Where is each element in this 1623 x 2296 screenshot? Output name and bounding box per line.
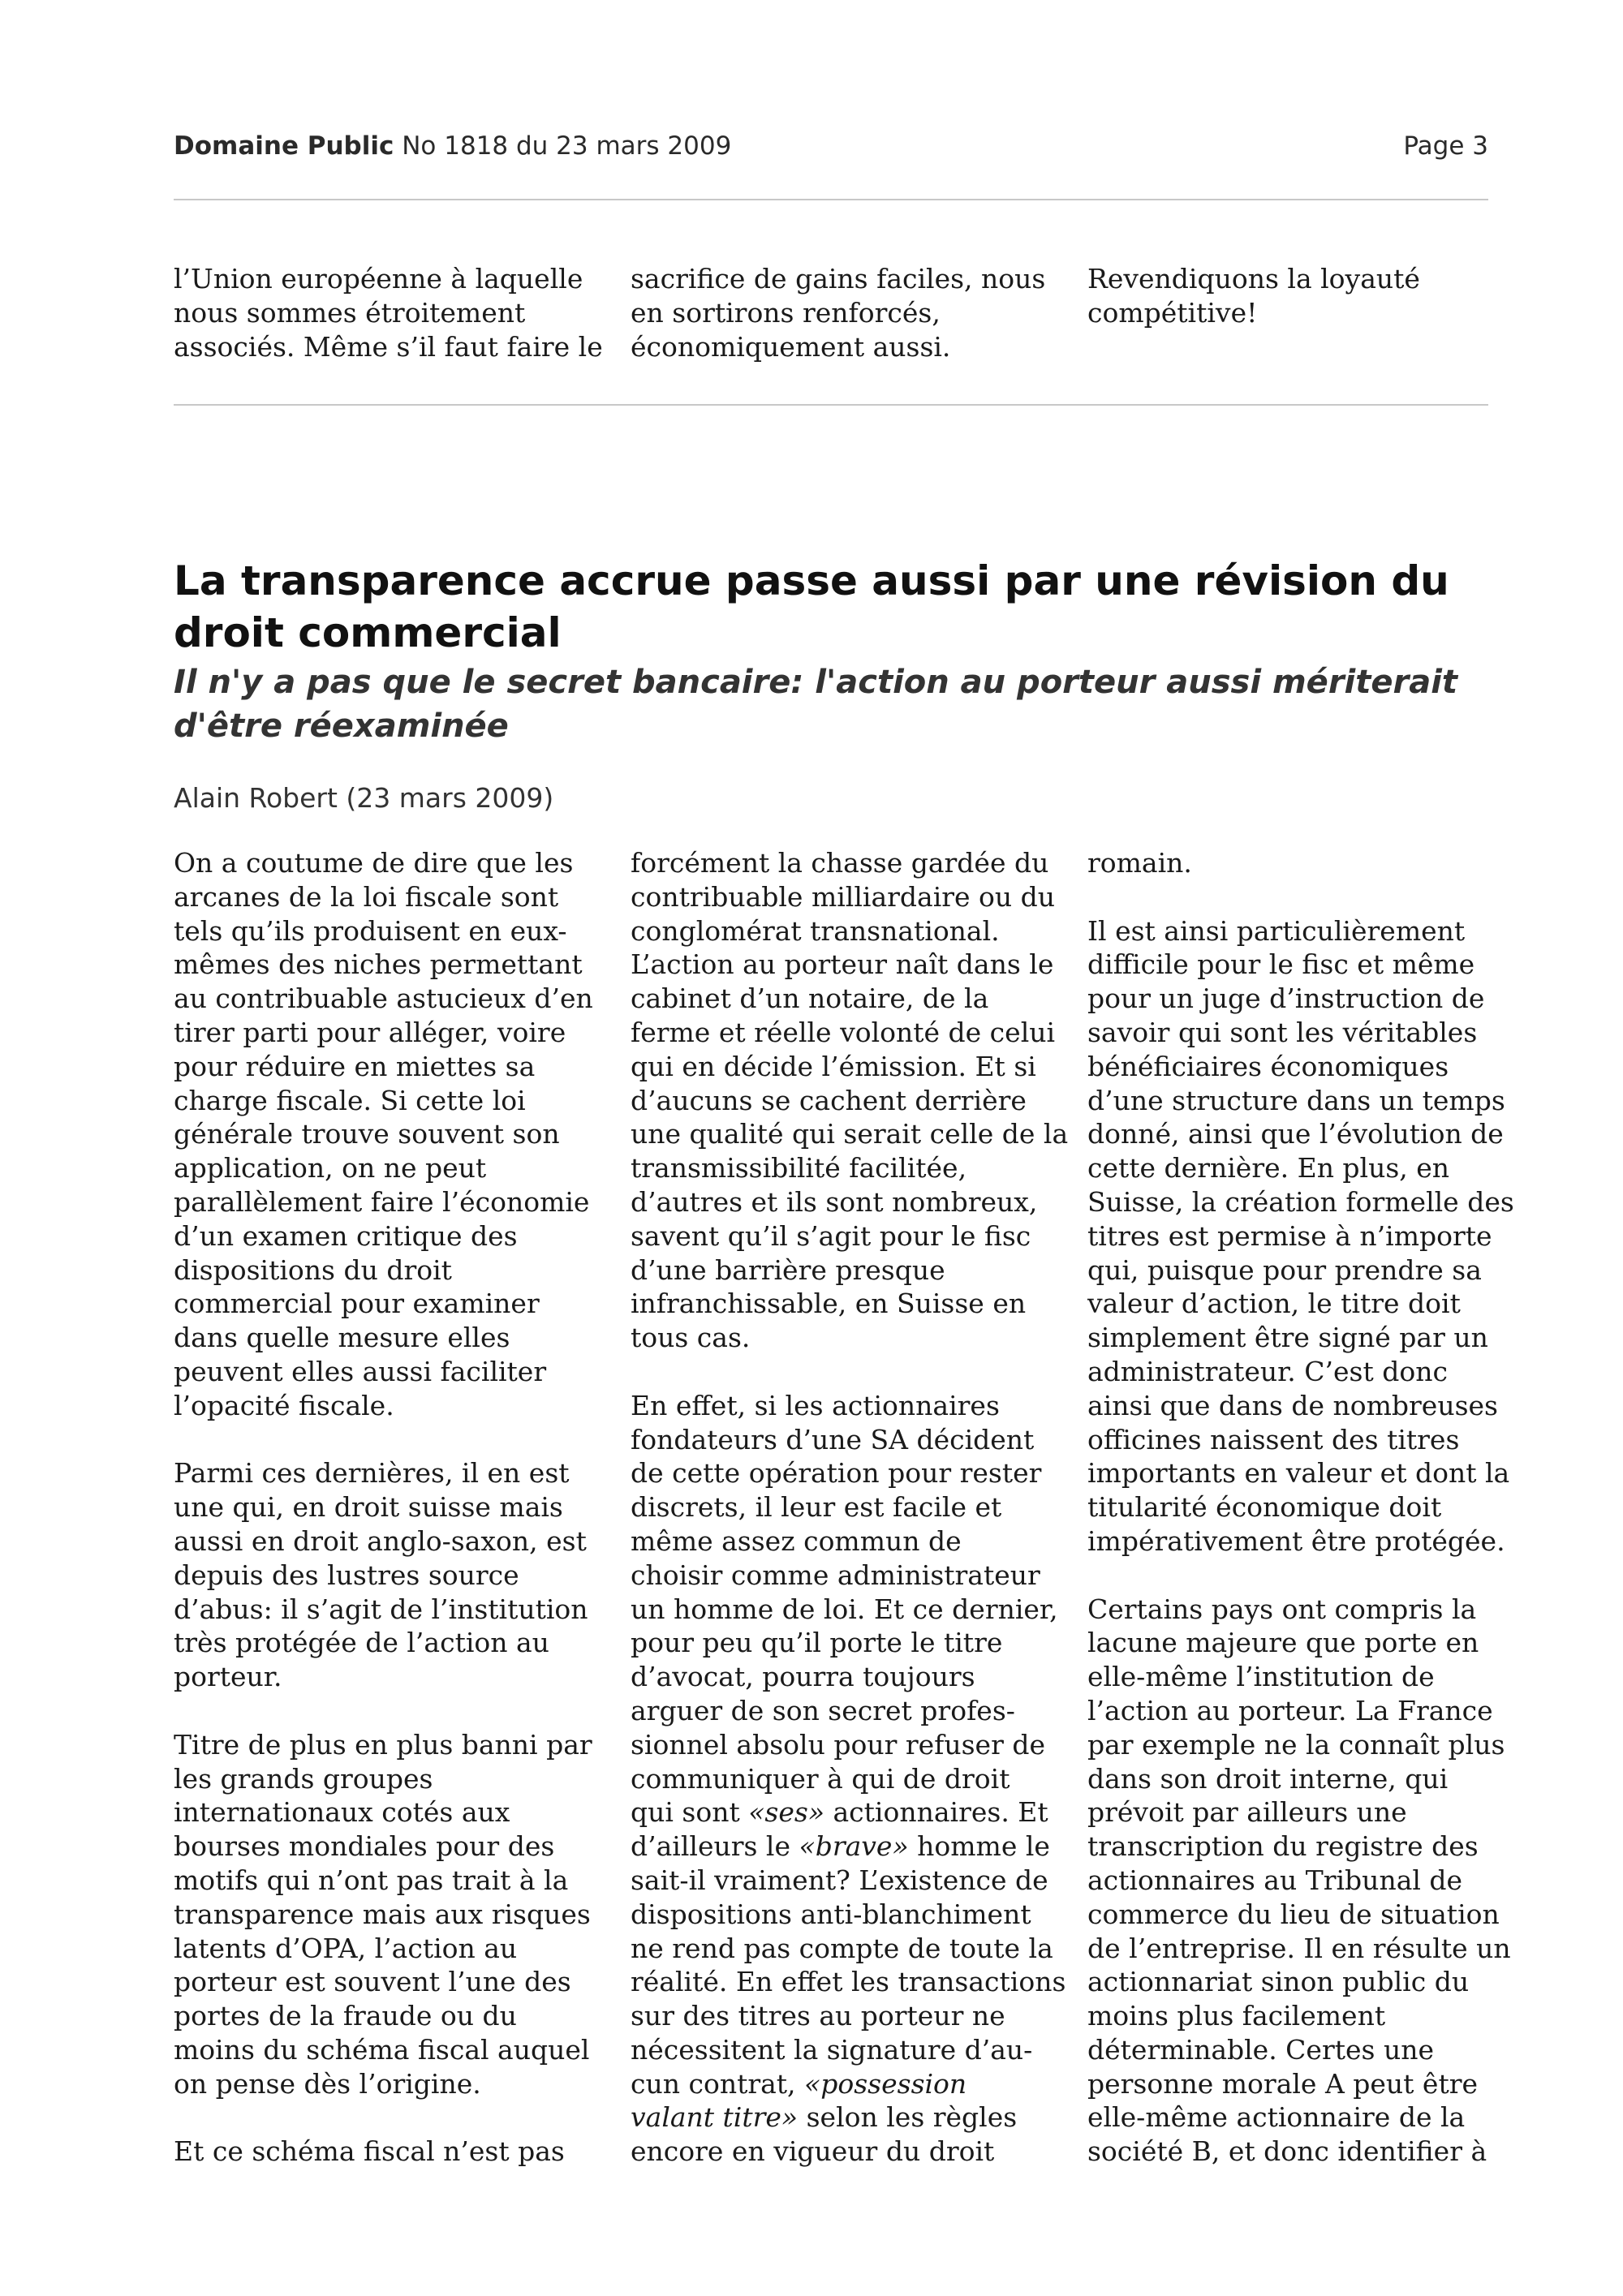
text-line: discrets, il leur est facile et [631, 1491, 1002, 1524]
text-line: sacrifice de gains faciles, nous [631, 263, 1046, 295]
text-line: l’opacité fiscale. [174, 1389, 394, 1421]
text-line: tous cas. [631, 1322, 751, 1354]
text-line: moins du schéma fiscal auquel [174, 2033, 590, 2066]
carryover-column-1 [174, 262, 603, 363]
body-column-2 [631, 846, 1069, 2169]
text-line [631, 2067, 1048, 2101]
text-line: une qualité qui serait celle de la [631, 1118, 1069, 1150]
text-line: d’autres et ils sont nombreux, [631, 1185, 1038, 1218]
paragraph [174, 2135, 592, 2169]
text-line: Revendiquons la loyauté [1087, 263, 1420, 295]
text-line: savent qu’il s’agit pour le fisc [631, 1219, 1031, 1252]
text-line: arcanes de la loi fiscale sont [174, 880, 559, 913]
text-run: homme le [908, 1830, 1050, 1863]
text-line: commercial pour examiner [174, 1288, 540, 1320]
text-line: porteur. [174, 1661, 282, 1693]
article-divider [174, 404, 1488, 406]
text-line: associés. Même s’il faut faire le [174, 330, 603, 363]
text-line [631, 2100, 1048, 2135]
text-line: communiquer à qui de droit [631, 1762, 1010, 1795]
emphasis-text: «ses» [748, 1796, 825, 1829]
text-line: réalité. En effet les transactions [631, 1966, 1066, 1998]
text-line: économiquement aussi. [631, 330, 951, 363]
text-line: elle-même l’institution de [1087, 1661, 1435, 1693]
text-line: en sortirons renforcés, [631, 296, 941, 329]
text-line: qui en décide l’émission. Et si [631, 1050, 1036, 1082]
text-line: sionnel absolu pour refuser de [631, 1728, 1046, 1761]
text-line: encore en vigueur du droit [631, 2135, 995, 2168]
text-line: par exemple ne la connaît plus [1087, 1728, 1505, 1761]
text-line: d’abus: il s’agit de l’institution [174, 1593, 588, 1625]
text-line: un homme de loi. Et ce dernier, [631, 1593, 1058, 1625]
text-line: administrateur. C’est donc [1087, 1355, 1448, 1387]
text-line: difficile pour le fisc et même [1087, 948, 1475, 981]
text-line: une qui, en droit suisse mais [174, 1491, 563, 1524]
running-header [174, 131, 1488, 172]
text-line: même assez commun de [631, 1524, 962, 1557]
text-line: bénéficiaires économiques [1087, 1050, 1449, 1082]
text-line: nécessitent la signature d’au- [631, 2033, 1033, 2066]
text-line: prévoit par ailleurs une [1087, 1796, 1407, 1829]
text-line: aussi en droit anglo-saxon, est [174, 1524, 587, 1557]
emphasis-text: «possession [804, 2067, 967, 2100]
paragraph [174, 1728, 592, 2101]
text-line: d’avocat, pourra toujours [631, 1661, 975, 1693]
paragraph [631, 1389, 1066, 2169]
text-line: depuis des lustres source [174, 1559, 519, 1591]
text-run: d’ailleurs le [631, 1830, 799, 1863]
text-line: d’une structure dans un temps [1087, 1084, 1505, 1116]
text-line: internationaux cotés aux [174, 1796, 510, 1829]
text-line: choisir comme administrateur [631, 1559, 1040, 1591]
text-line: l’action au porteur. La France [1087, 1694, 1493, 1726]
text-line: d’une barrière presque [631, 1253, 945, 1286]
text-line: d’un examen critique des [174, 1219, 518, 1252]
text-line: titres est permise à n’importe [1087, 1219, 1492, 1252]
text-line: très protégée de l’action au [174, 1627, 549, 1659]
text-line: portes de la fraude ou du [174, 2000, 517, 2032]
paragraph [174, 1456, 592, 1694]
text-line: lacune majeure que porte en [1087, 1627, 1479, 1659]
issue-info: No 1818 du 23 mars 2009 [402, 131, 732, 161]
text-line: au contribuable astucieux d’en [174, 982, 593, 1015]
text-line: qui, puisque pour prendre sa [1087, 1253, 1482, 1286]
text-line: ferme et réelle volonté de celui [631, 1016, 1056, 1048]
text-line: L’action au porteur naît dans le [631, 948, 1054, 981]
text-line: de cette opération pour rester [631, 1457, 1042, 1490]
text-line: peuvent elles aussi faciliter [174, 1355, 547, 1387]
text-line: elle-même actionnaire de la [1087, 2101, 1466, 2134]
text-line: pour peu qu’il porte le titre [631, 1627, 1003, 1659]
text-line: porteur est souvent l’une des [174, 1966, 571, 1998]
emphasis-text: «brave» [799, 1830, 909, 1863]
article-subtitle: Il n'y a pas que le secret bancaire: l'action au porteur aussi mériterait d'être réexaminée [174, 664, 1458, 745]
text-line: infranchissable, en Suisse en [631, 1288, 1027, 1320]
text-line: on pense dès l’origine. [174, 2067, 481, 2100]
carryover-column-3 [1087, 262, 1505, 330]
text-line: dispositions anti-blanchiment [631, 1898, 1031, 1930]
text-run: cun contrat, [631, 2067, 805, 2100]
text-line: pour réduire en miettes sa [174, 1050, 536, 1082]
text-line: l’Union européenne à laquelle [174, 263, 583, 295]
text-line: conglomérat transnational. [631, 914, 1000, 947]
text-line: sur des titres au porteur ne [631, 2000, 1005, 2032]
paragraph [174, 846, 592, 1423]
text-line: tels qu’ils produisent en eux- [174, 914, 567, 947]
text-line: mêmes des niches permettant [174, 948, 583, 981]
text-line: Certains pays ont compris la [1087, 1593, 1477, 1625]
text-line: impérativement être protégée. [1087, 1524, 1505, 1557]
text-line: Suisse, la création formelle des [1087, 1185, 1514, 1218]
paragraph [1087, 1593, 1511, 2169]
text-line: arguer de son secret profes- [631, 1694, 1015, 1726]
text-line: importants en valeur et dont la [1087, 1457, 1510, 1490]
paragraph [1087, 846, 1505, 880]
text-line: fondateurs d’une SA décident [631, 1423, 1035, 1455]
text-line: dispositions du droit [174, 1253, 452, 1286]
text-line: bourses mondiales pour des [174, 1830, 555, 1863]
text-line: On a coutume de dire que les [174, 847, 574, 879]
text-run: selon les règles [798, 2101, 1018, 2134]
text-line: commerce du lieu de situation [1087, 1898, 1500, 1930]
text-line: parallèlement faire l’économie [174, 1185, 590, 1218]
text-line: pour un juge d’instruction de [1087, 982, 1485, 1015]
paragraph [631, 846, 1069, 1355]
text-line: contribuable milliardaire ou du [631, 880, 1056, 913]
text-line: compétitive! [1087, 296, 1258, 329]
text-line [631, 1795, 1048, 1829]
text-line: Titre de plus en plus banni par [174, 1728, 592, 1761]
emphasis-text: valant titre» [631, 2101, 799, 2134]
text-line: savoir qui sont les véritables [1087, 1016, 1478, 1048]
text-line: charge fiscale. Si cette loi [174, 1084, 526, 1116]
paragraph [1087, 914, 1514, 1559]
text-line: sait-il vraiment? L’existence de [631, 1864, 1048, 1896]
text-line: dans quelle mesure elles [174, 1322, 510, 1354]
body-column-3 [1087, 846, 1514, 2169]
text-line: d’aucuns se cachent derrière [631, 1084, 1027, 1116]
text-line: Il est ainsi particulièrement [1087, 914, 1466, 947]
carryover-column-2 [631, 262, 1048, 363]
text-line: transcription du registre des [1087, 1830, 1479, 1863]
text-line: Et ce schéma fiscal n’est pas [174, 2135, 565, 2168]
text-line: société B, et donc identifier à [1087, 2135, 1487, 2168]
text-line: moins plus facilement [1087, 2000, 1386, 2032]
text-line: officines naissent des titres [1087, 1423, 1460, 1455]
text-line: forcément la chasse gardée du [631, 847, 1049, 879]
text-line: cette dernière. En plus, en [1087, 1152, 1450, 1185]
text-run: qui sont [631, 1796, 749, 1829]
text-line: donné, ainsi que l’évolution de [1087, 1118, 1504, 1150]
text-line: application, on ne peut [174, 1152, 487, 1185]
text-line: actionnariat sinon public du [1087, 1966, 1470, 1998]
text-line: En effet, si les actionnaires [631, 1389, 1000, 1421]
article-title: La transparence accrue passe aussi par une révision du droit commercial [174, 557, 1449, 656]
text-line: motifs qui n’ont pas trait à la [174, 1864, 569, 1896]
text-line: personne morale A peut être [1087, 2067, 1479, 2100]
article-byline: Alain Robert (23 mars 2009) [174, 782, 554, 814]
text-line: valeur d’action, le titre doit [1087, 1288, 1461, 1320]
text-line: déterminable. Certes une [1087, 2033, 1434, 2066]
text-line: titularité économique doit [1087, 1491, 1442, 1524]
text-line: simplement être signé par un [1087, 1322, 1488, 1354]
text-line: Parmi ces dernières, il en est [174, 1457, 570, 1490]
text-line: les grands groupes [174, 1762, 433, 1795]
text-line: ne rend pas compte de toute la [631, 1932, 1053, 1964]
text-line: tirer parti pour alléger, voire [174, 1016, 566, 1048]
text-line: actionnaires au Tribunal de [1087, 1864, 1463, 1896]
text-line: latents d’OPA, l’action au [174, 1932, 518, 1964]
text-line: romain. [1087, 847, 1192, 879]
header-divider [174, 199, 1488, 200]
text-line: cabinet d’un notaire, de la [631, 982, 989, 1015]
text-line: générale trouve souvent son [174, 1118, 560, 1150]
text-line [631, 1829, 1048, 1864]
text-line: transmissibilité facilitée, [631, 1152, 967, 1185]
text-line: de l’entreprise. Il en résulte un [1087, 1932, 1511, 1964]
text-line: ainsi que dans de nombreuses [1087, 1389, 1498, 1421]
publication-name: Domaine Public [174, 131, 394, 161]
body-column-1 [174, 846, 592, 2169]
text-line: dans son droit interne, qui [1087, 1762, 1449, 1795]
page-number: Page 3 [1403, 131, 1488, 161]
text-line: nous sommes étroitement [174, 296, 526, 329]
text-line: transparence mais aux risques [174, 1898, 591, 1930]
text-run: actionnaires. Et [824, 1796, 1048, 1829]
